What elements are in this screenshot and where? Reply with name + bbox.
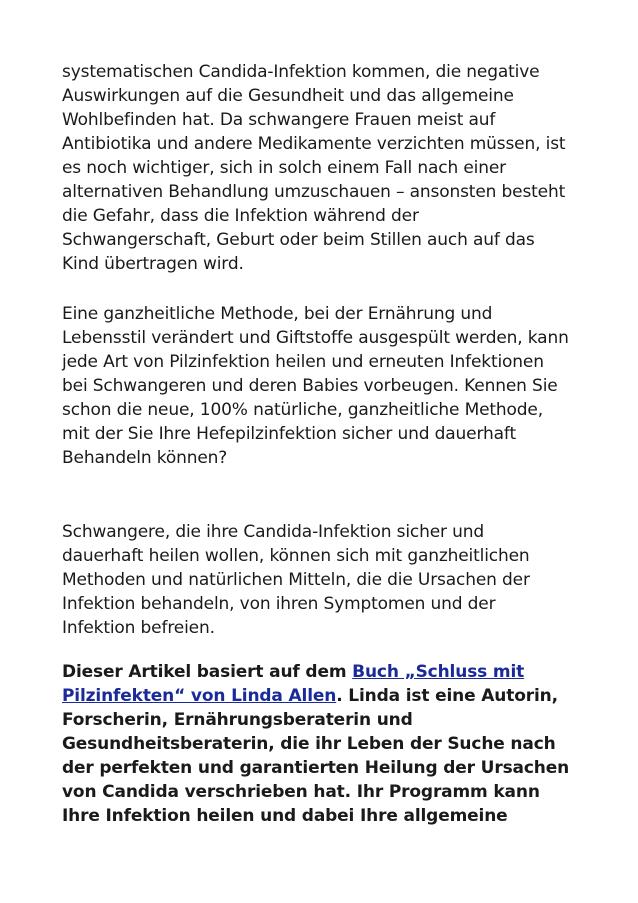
text-line: Gesundheitsberaterin, die ihr Leben der Suche nach bbox=[62, 734, 556, 754]
text-line: dauerhaft heilen wollen, können sich mit ganzheitlichen bbox=[62, 546, 530, 566]
text-line: Antibiotika und andere Medikamente verzichten müssen, ist bbox=[62, 134, 566, 154]
paragraph-article-note bbox=[62, 660, 582, 828]
text-line bbox=[62, 660, 582, 684]
text-line: Behandeln können? bbox=[62, 448, 228, 468]
text-line: bei Schwangeren und deren Babies vorbeugen. Kennen Sie bbox=[62, 376, 558, 396]
text-line: systematischen Candida-Infektion kommen, die negative bbox=[62, 62, 540, 82]
text-line: alternativen Behandlung umzuschauen – ansonsten besteht bbox=[62, 182, 566, 202]
book-link-part2[interactable]: Pilzinfekten“ von Linda Allen bbox=[62, 686, 337, 706]
text-line: es noch wichtiger, sich in solch einem Fall nach einer bbox=[62, 158, 507, 178]
text-line: die Gefahr, dass die Infektion während der bbox=[62, 206, 419, 226]
text-line: Forscherin, Ernährungsberaterin und bbox=[62, 710, 413, 730]
text-line: Auswirkungen auf die Gesundheit und das allgemeine bbox=[62, 86, 514, 106]
book-link-part1[interactable]: Buch „Schluss mit bbox=[352, 662, 525, 682]
text-line: Eine ganzheitliche Methode, bei der Ernährung und bbox=[62, 304, 493, 324]
paragraph-candida-pregnancy bbox=[62, 60, 582, 276]
article-note-suffix: . Linda ist eine Autorin, bbox=[336, 686, 558, 706]
text-line: Ihre Infektion heilen und dabei Ihre allgemeine bbox=[62, 806, 508, 826]
text-line: der perfekten und garantierten Heilung der Ursachen bbox=[62, 758, 570, 778]
text-line: Lebensstil verändert und Giftstoffe ausgespült werden, kann bbox=[62, 328, 569, 348]
text-line: schon die neue, 100% natürliche, ganzheitliche Methode, bbox=[62, 400, 543, 420]
text-line: Methoden und natürlichen Mitteln, die die Ursachen der bbox=[62, 570, 530, 590]
text-line: Infektion behandeln, von ihren Symptomen und der bbox=[62, 594, 496, 614]
text-line: Wohlbefinden hat. Da schwangere Frauen meist auf bbox=[62, 110, 496, 130]
text-line: Infektion befreien. bbox=[62, 618, 215, 638]
text-line: Schwangerschaft, Geburt oder beim Stillen auch auf das bbox=[62, 230, 535, 250]
text-line: jede Art von Pilzinfektion heilen und erneuten Infektionen bbox=[62, 352, 544, 372]
text-line bbox=[62, 684, 582, 708]
article-note-prefix: Dieser Artikel basiert auf dem bbox=[62, 662, 353, 682]
paragraph-holistic-method bbox=[62, 302, 582, 470]
text-line: Kind übertragen wird. bbox=[62, 254, 244, 274]
text-line: von Candida verschrieben hat. Ihr Programm kann bbox=[62, 782, 540, 802]
text-line: Schwangere, die ihre Candida-Infektion sicher und bbox=[62, 522, 484, 542]
text-line: mit der Sie Ihre Hefepilzinfektion sicher und dauerhaft bbox=[62, 424, 516, 444]
document-page bbox=[62, 60, 582, 828]
paragraph-pregnant-women bbox=[62, 520, 582, 640]
